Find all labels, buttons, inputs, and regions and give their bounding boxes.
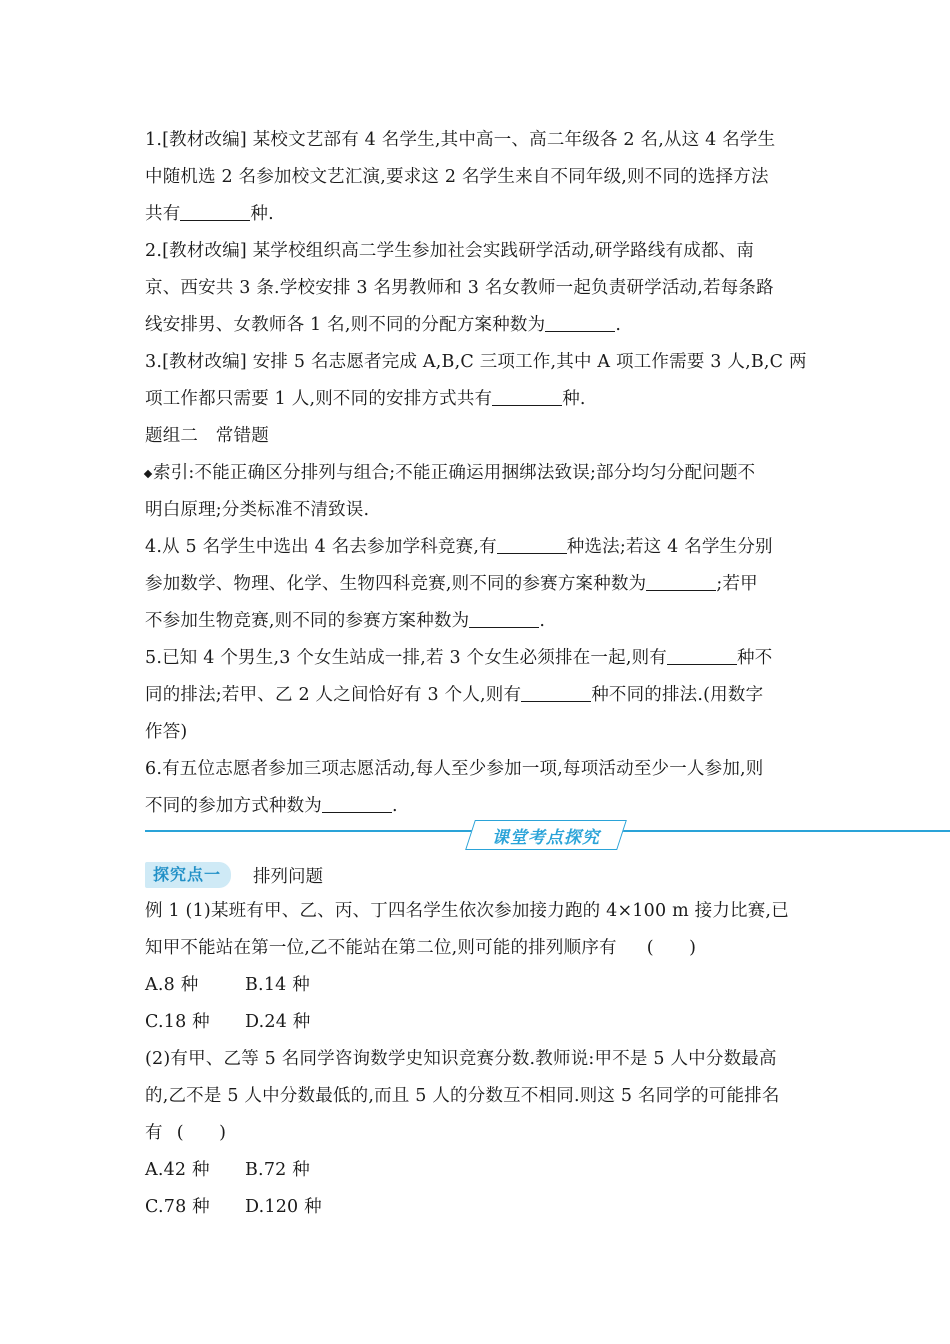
example1-part2-line-3: 有 ( ) — [145, 1123, 227, 1143]
example-1 — [145, 893, 805, 1226]
q2-line-2: 京、西安共 3 条.学校安排 3 名男教师和 3 名女教师一起负责研学活动,若每条路 — [145, 278, 774, 298]
example1-options-row-2 — [145, 1004, 805, 1041]
q1-line-1: 1.[教材改编] 某校文艺部有 4 名学生,其中高一、高二年级各 2 名,从这 4 名学生 — [145, 130, 776, 150]
option-a[interactable]: A.8 种 — [145, 975, 199, 995]
q6-line-2: 不同的参加方式种数为 . — [145, 796, 398, 816]
q4-line-1: 4.从 5 名学生中选出 4 名去参加学科竞赛,有 种选法;若这 4 名学生分别 — [145, 537, 773, 557]
answer-blank[interactable] — [545, 313, 615, 332]
example1-line-2: 知甲不能站在第一位,乙不能站在第二位,则可能的排列顺序有 ( ) — [145, 938, 697, 958]
section-heading — [145, 860, 323, 890]
option-c[interactable]: C.18 种 — [145, 1012, 210, 1032]
diamond-bullet-icon — [144, 470, 152, 478]
exercise-list — [145, 122, 805, 825]
example1-part2-line-1: (2)有甲、乙等 5 名同学咨询数学史知识竞赛分数.教师说:甲不是 5 人中分数最高 — [145, 1049, 777, 1069]
option-a[interactable]: A.42 种 — [145, 1160, 210, 1180]
answer-paren[interactable]: ( ) — [646, 938, 697, 958]
q6-line-1: 6.有五位志愿者参加三项志愿活动,每人至少参加一项,每项活动至少一人参加,则 — [145, 759, 764, 779]
q3-line-2: 项工作都只需要 1 人,则不同的安排方式共有 种. — [145, 389, 586, 409]
q5-line-1: 5.已知 4 个男生,3 个女生站成一排,若 3 个女生必须排在一起,则有 种不 — [145, 648, 773, 668]
example1-options-row-1 — [145, 967, 805, 1004]
q5-line-3: 作答) — [145, 722, 188, 742]
q3-line-1: 3.[教材改编] 安排 5 名志愿者完成 A,B,C 三项工作,其中 A 项工作需要 3 人,B,C 两 — [145, 352, 807, 372]
q2-line-3: 线安排男、女教师各 1 名,则不同的分配方案种数为 . — [145, 315, 622, 335]
section-badge: 探究点一 — [145, 862, 231, 888]
example1-part2-options-row-2 — [145, 1189, 805, 1226]
answer-blank[interactable] — [180, 202, 250, 221]
option-d[interactable]: D.120 种 — [245, 1197, 322, 1217]
q1-line-2: 中随机选 2 名参加校文艺汇演,要求这 2 名学生来自不同年级,则不同的选择方法 — [145, 167, 769, 187]
group2-index-line-2: 明白原理;分类标准不清致误. — [145, 500, 370, 520]
answer-paren[interactable]: ( ) — [176, 1123, 227, 1143]
banner-tag — [465, 820, 627, 850]
section-title: 排列问题 — [253, 866, 324, 887]
group2-index-line-1: 索引:不能正确区分排列与组合;不能正确运用捆绑法致误;部分均匀分配问题不 — [145, 455, 805, 492]
answer-blank[interactable] — [322, 794, 392, 813]
answer-blank[interactable] — [667, 646, 737, 665]
q5-line-2: 同的排法;若甲、乙 2 人之间恰好有 3 个人,则有 种不同的排法.(用数字 — [145, 685, 764, 705]
q4-line-2: 参加数学、物理、化学、生物四科竞赛,则不同的参赛方案种数为 ;若甲 — [145, 574, 758, 594]
answer-blank[interactable] — [497, 535, 567, 554]
q4-line-3: 不参加生物竞赛,则不同的参赛方案种数为 . — [145, 611, 546, 631]
answer-blank[interactable] — [646, 572, 716, 591]
group2-title: 题组二 常错题 — [145, 426, 269, 446]
option-b[interactable]: B.72 种 — [245, 1160, 310, 1180]
section-banner — [145, 820, 950, 854]
example1-part2-options-row-1 — [145, 1152, 805, 1189]
option-b[interactable]: B.14 种 — [245, 975, 310, 995]
option-c[interactable]: C.78 种 — [145, 1197, 210, 1217]
answer-blank[interactable] — [492, 387, 562, 406]
q1-line-3: 共有 种. — [145, 204, 274, 224]
example1-line-1: 例 1 (1)某班有甲、乙、丙、丁四名学生依次参加接力跑的 4×100 m 接力比赛,已 — [145, 901, 789, 921]
example1-part2-line-2: 的,乙不是 5 人中分数最低的,而且 5 人的分数互不相同.则这 5 名同学的可能排名 — [145, 1086, 780, 1106]
banner-label: 课堂考点探究 — [492, 827, 600, 848]
answer-blank[interactable] — [469, 609, 539, 628]
option-d[interactable]: D.24 种 — [245, 1012, 311, 1032]
q2-line-1: 2.[教材改编] 某学校组织高二学生参加社会实践研学活动,研学路线有成都、南 — [145, 241, 755, 261]
answer-blank[interactable] — [521, 683, 591, 702]
